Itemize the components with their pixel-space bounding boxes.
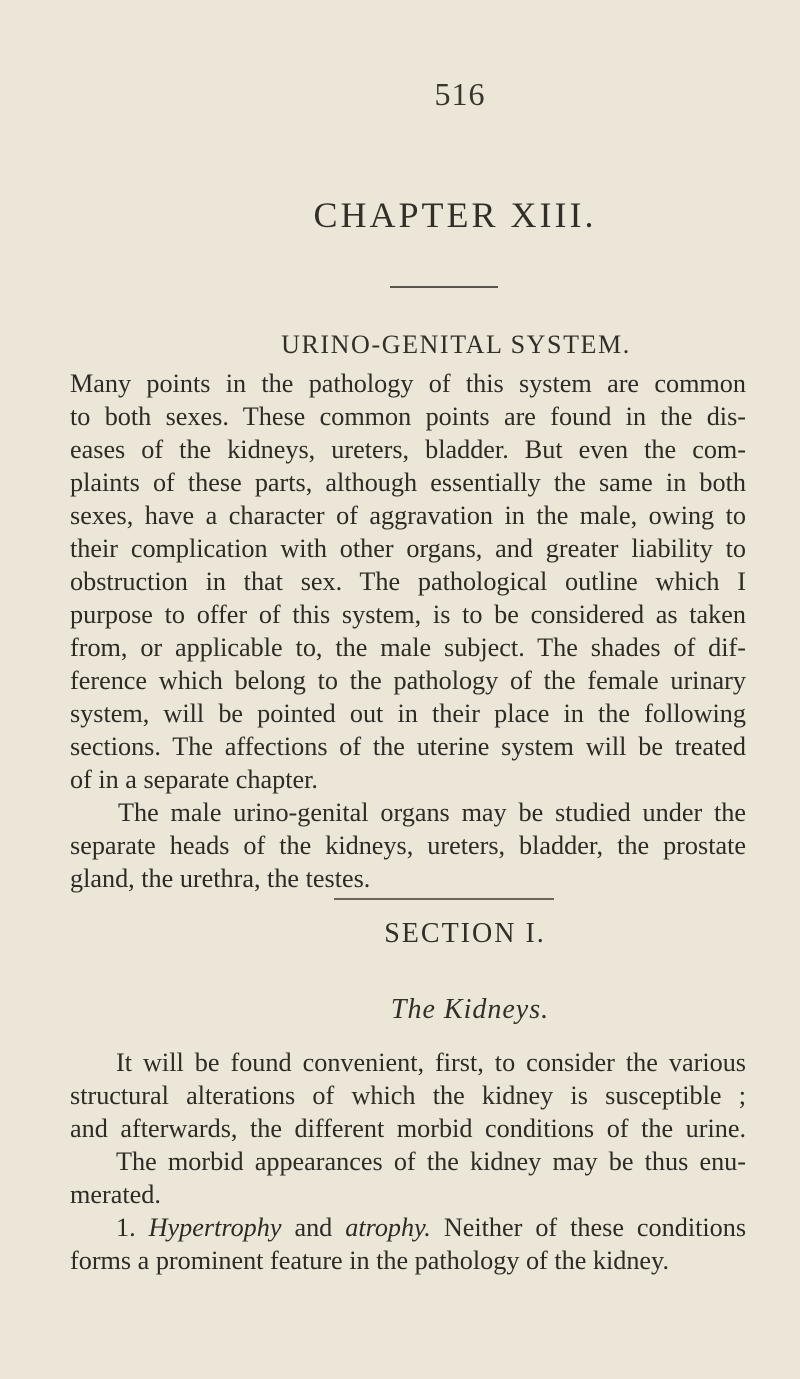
paragraph-line: system, will be pointed out in their place in the following [70, 699, 746, 728]
item-term-2: atrophy. [345, 1213, 431, 1242]
list-item-one [70, 1211, 746, 1277]
paragraph-line: plaints of these parts, although essentially the same in both [70, 468, 746, 497]
paragraph-line: merated. [70, 1180, 161, 1209]
third-paragraph [70, 1046, 746, 1145]
list-item-line [70, 1211, 746, 1244]
paragraph-line: obstruction in that sex. The pathological outline which I [70, 567, 746, 596]
fourth-paragraph [70, 1145, 746, 1211]
section-heading: SECTION I. [384, 918, 546, 949]
paragraph-line: gland, the urethra, the testes. [70, 864, 371, 893]
item-term: Hypertrophy [148, 1213, 282, 1242]
second-paragraph [70, 796, 746, 895]
divider-rule [390, 286, 498, 288]
paragraph-line: separate heads of the kidneys, ureters, bladder, the prostate [70, 831, 746, 860]
paragraph-line: and afterwards, the different morbid conditions of the urine. [70, 1114, 746, 1143]
paragraph-line: The male urino-genital organs may be studied under the [118, 798, 746, 827]
item-connector: and [294, 1213, 333, 1242]
paragraph-line: their complication with other organs, and greater liability to [70, 534, 746, 563]
paragraph-line: structural alterations of which the kidney is susceptible ; [70, 1081, 746, 1110]
paragraph-line: ference which belong to the pathology of the female urinary [70, 666, 746, 695]
page-number: 516 [434, 76, 486, 112]
divider-rule [334, 898, 554, 900]
item-number: 1. [116, 1213, 136, 1242]
paragraph-line: It will be found convenient, first, to consider the various [116, 1048, 746, 1077]
section-title: URINO-GENITAL SYSTEM. [281, 330, 631, 359]
paragraph-line: purpose to offer of this system, is to be considered as taken [70, 600, 746, 629]
paragraph-line: sexes, have a character of aggravation in the male, owing to [70, 501, 746, 530]
paragraph-line: eases of the kidneys, ureters, bladder. But even the com- [70, 435, 746, 464]
paragraph-line: from, or applicable to, the male subject. The shades of dif- [70, 633, 746, 662]
item-text: Neither of these conditions [443, 1213, 747, 1242]
intro-paragraph [70, 367, 746, 796]
chapter-title: CHAPTER XIII. [313, 195, 597, 235]
paragraph-line: forms a prominent feature in the pathology of the kidney. [70, 1246, 669, 1275]
paragraph-line: The morbid appearances of the kidney may be thus enu- [116, 1147, 746, 1176]
paragraph-line: of in a separate chapter. [70, 765, 318, 794]
paragraph-line: Many points in the pathology of this system are common [70, 369, 746, 398]
subsection-heading: The Kidneys. [390, 994, 550, 1025]
paragraph-line: to both sexes. These common points are found in the dis- [70, 402, 746, 431]
paragraph-line: sections. The affections of the uterine system will be treated [70, 732, 746, 761]
